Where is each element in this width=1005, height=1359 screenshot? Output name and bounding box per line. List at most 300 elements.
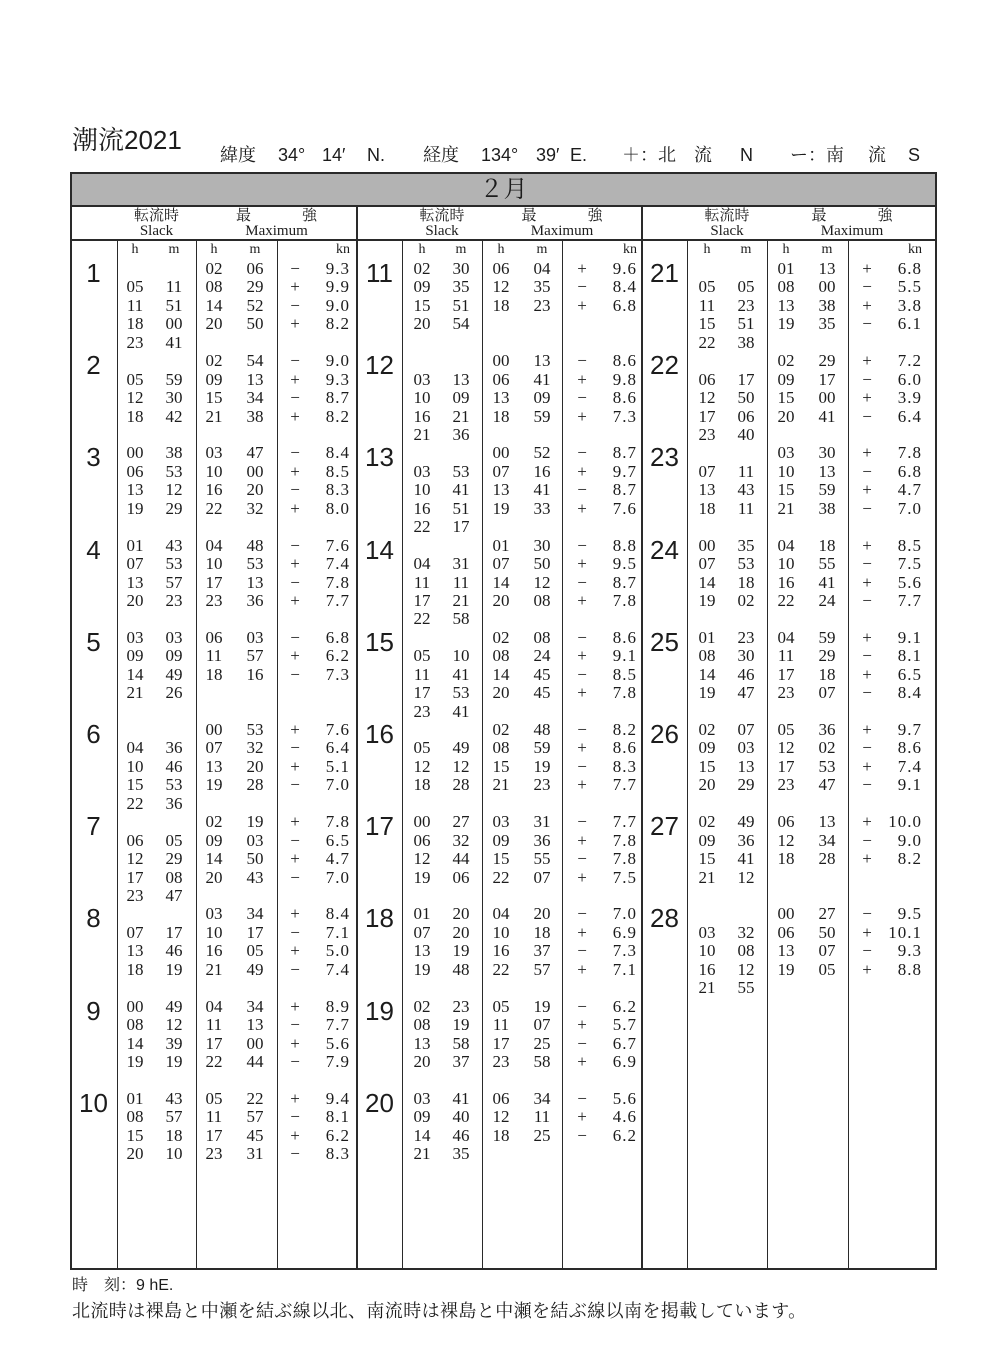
slack-minute: 29: [165, 849, 183, 869]
current-direction-sign: +: [862, 756, 872, 776]
slack-minute: 55: [737, 978, 755, 998]
max-speed-kn: 7.8: [612, 590, 637, 610]
slack-hour: 11: [413, 664, 431, 684]
max-hour: 06: [492, 1088, 510, 1108]
south-current-word: 流: [868, 145, 886, 165]
max-speed-kn: 8.1: [897, 646, 922, 666]
current-direction-sign: +: [862, 849, 872, 869]
slack-minute: 11: [452, 572, 470, 592]
slack-hour: 11: [698, 295, 716, 315]
slack-hour: 08: [698, 646, 716, 666]
max-speed-kn: 7.0: [325, 775, 350, 795]
max-speed-kn: 7.4: [325, 959, 350, 979]
max-speed-kn: 8.3: [325, 1144, 350, 1164]
current-direction-sign: −: [290, 775, 300, 795]
current-direction-sign: +: [577, 369, 587, 389]
slack-hour: 17: [698, 406, 716, 426]
max-speed-kn: 8.4: [897, 683, 922, 703]
slack-hour: 09: [413, 277, 431, 297]
day-number: 17: [365, 811, 394, 842]
slack-hour: 16: [413, 406, 431, 426]
slack-minute: 12: [165, 1015, 183, 1035]
slack-hour: 21: [413, 425, 431, 444]
max-minute: 31: [246, 1144, 264, 1164]
max-speed-kn: 7.4: [325, 554, 350, 574]
max-speed-kn: 4.7: [897, 480, 922, 500]
max-speed-kn: 7.3: [612, 941, 637, 961]
current-direction-sign: −: [577, 1033, 587, 1053]
slack-hour: 23: [413, 701, 431, 721]
max-minute: 48: [246, 535, 264, 555]
day-number: 3: [86, 442, 101, 473]
day-number: 22: [650, 350, 679, 381]
current-direction-sign: −: [290, 572, 300, 592]
slack-minute: 41: [452, 701, 470, 721]
slack-minute: 53: [165, 461, 183, 481]
max-hour: 18: [777, 849, 795, 869]
slack-minute: 36: [165, 793, 183, 813]
max-minute: 58: [533, 1051, 551, 1071]
current-direction-sign: +: [862, 388, 872, 408]
current-direction-sign: −: [290, 867, 300, 887]
slack-minute: 11: [737, 461, 755, 481]
max-minute: 38: [246, 406, 264, 426]
current-direction-sign: −: [577, 941, 587, 961]
page-title: 潮流2021: [72, 125, 182, 155]
max-speed-kn: 6.8: [325, 627, 350, 647]
slack-minute: 43: [165, 535, 183, 555]
max-speed-kn: 8.2: [612, 720, 637, 739]
unit-kn: kn: [336, 242, 350, 257]
maximum-header-ja: 最 強: [235, 207, 335, 224]
current-direction-sign: +: [290, 904, 300, 924]
current-direction-sign: +: [577, 259, 587, 278]
slack-minute: 39: [165, 1033, 183, 1053]
max-speed-kn: 6.9: [612, 1051, 637, 1071]
current-direction-sign: −: [290, 1015, 300, 1035]
slack-minute: 08: [737, 941, 755, 961]
max-minute: 19: [533, 756, 551, 776]
slack-hour: 05: [126, 277, 144, 297]
max-minute: 22: [246, 1088, 264, 1108]
slack-hour: 08: [413, 1015, 431, 1035]
slack-hour: 13: [126, 480, 144, 500]
slack-minute: 53: [165, 554, 183, 574]
max-minute: 53: [246, 554, 264, 574]
max-minute: 24: [533, 646, 551, 666]
max-minute: 00: [818, 388, 836, 408]
max-speed-kn: 7.9: [325, 1051, 350, 1071]
max-hour: 08: [492, 738, 510, 758]
max-hour: 06: [492, 259, 510, 278]
max-speed-kn: 9.9: [325, 277, 350, 297]
current-direction-sign: +: [577, 498, 587, 518]
max-speed-kn: 7.7: [612, 775, 637, 795]
max-speed-kn: 6.0: [897, 369, 922, 389]
current-direction-sign: −: [862, 554, 872, 574]
max-minute: 20: [533, 904, 551, 924]
current-direction-sign: +: [577, 554, 587, 574]
current-direction-sign: +: [577, 867, 587, 887]
slack-minute: 36: [452, 425, 470, 444]
max-minute: 23: [533, 295, 551, 315]
max-hour: 17: [205, 572, 223, 592]
max-minute: 45: [533, 683, 551, 703]
max-hour: 17: [205, 1125, 223, 1145]
slack-minute: 57: [165, 1107, 183, 1127]
max-speed-kn: 8.0: [325, 498, 350, 518]
slack-hour: 00: [126, 996, 144, 1016]
current-direction-sign: −: [290, 1144, 300, 1164]
slack-minute: 50: [737, 388, 755, 408]
slack-hour: 14: [413, 1125, 431, 1145]
max-hour: 06: [492, 369, 510, 389]
max-speed-kn: 7.6: [612, 498, 637, 518]
max-speed-kn: 8.8: [897, 959, 922, 979]
unit-minute: m: [536, 242, 548, 257]
current-direction-sign: −: [577, 1125, 587, 1145]
day-number: 5: [86, 626, 101, 657]
max-speed-kn: 5.5: [897, 277, 922, 297]
max-minute: 53: [818, 756, 836, 776]
slack-minute: 44: [452, 849, 470, 869]
max-hour: 12: [777, 738, 795, 758]
max-minute: 41: [533, 480, 551, 500]
current-direction-sign: +: [290, 461, 300, 481]
max-speed-kn: 6.7: [612, 1033, 637, 1053]
slack-minute: 07: [737, 720, 755, 739]
slack-minute: 41: [737, 849, 755, 869]
current-direction-sign: +: [862, 351, 872, 371]
slack-minute: 23: [737, 295, 755, 315]
slack-minute: 51: [737, 314, 755, 334]
max-speed-kn: 9.3: [325, 369, 350, 389]
max-speed-kn: 4.7: [325, 849, 350, 869]
max-minute: 08: [533, 590, 551, 610]
max-minute: 38: [818, 498, 836, 518]
max-hour: 20: [777, 406, 795, 426]
max-speed-kn: 8.7: [612, 443, 637, 463]
slack-hour: 20: [126, 590, 144, 610]
slack-hour: 18: [126, 314, 144, 334]
max-speed-kn: 4.6: [612, 1107, 637, 1127]
latitude-direction: N.: [367, 145, 385, 165]
max-speed-kn: 7.8: [612, 830, 637, 850]
day-number: 13: [365, 442, 394, 473]
day-number: 14: [365, 534, 394, 565]
max-speed-kn: 7.5: [612, 867, 637, 887]
max-minute: 29: [818, 351, 836, 371]
max-speed-kn: 6.2: [612, 1125, 637, 1145]
current-direction-sign: −: [862, 369, 872, 389]
slack-minute: 40: [737, 425, 755, 444]
slack-hour: 18: [413, 775, 431, 795]
max-hour: 13: [205, 756, 223, 776]
slack-minute: 41: [452, 480, 470, 500]
current-direction-sign: −: [862, 406, 872, 426]
slack-hour: 18: [698, 498, 716, 518]
slack-minute: 23: [452, 996, 470, 1016]
max-hour: 09: [492, 830, 510, 850]
max-hour: 21: [205, 406, 223, 426]
max-minute: 13: [246, 369, 264, 389]
unit-kn: kn: [908, 242, 922, 257]
max-hour: 18: [205, 664, 223, 684]
max-minute: 13: [246, 1015, 264, 1035]
slack-hour: 06: [698, 369, 716, 389]
max-hour: 21: [492, 775, 510, 795]
day-number: 11: [366, 258, 393, 288]
current-direction-sign: +: [577, 590, 587, 610]
slack-hour: 09: [126, 646, 144, 666]
slack-minute: 41: [452, 664, 470, 684]
slack-hour: 16: [413, 498, 431, 518]
max-speed-kn: 8.6: [897, 738, 922, 758]
max-minute: 24: [818, 590, 836, 610]
max-minute: 36: [818, 720, 836, 739]
max-minute: 34: [246, 904, 264, 924]
current-direction-sign: +: [290, 369, 300, 389]
slack-minute: 21: [452, 590, 470, 610]
day-number: 18: [365, 903, 394, 934]
max-minute: 55: [533, 849, 551, 869]
max-hour: 14: [205, 295, 223, 315]
current-direction-sign: −: [577, 904, 587, 924]
day-number: 8: [86, 903, 101, 934]
max-hour: 10: [205, 922, 223, 942]
slack-hour: 21: [698, 867, 716, 887]
max-minute: 41: [818, 406, 836, 426]
day-number: 25: [650, 626, 679, 657]
slack-minute: 49: [165, 996, 183, 1016]
max-hour: 04: [205, 535, 223, 555]
current-direction-sign: −: [862, 277, 872, 297]
max-speed-kn: 9.5: [897, 904, 922, 924]
day-number: 20: [365, 1087, 394, 1118]
slack-hour: 10: [126, 756, 144, 776]
current-direction-sign: −: [577, 277, 587, 297]
slack-hour: 02: [698, 720, 716, 739]
max-minute: 13: [246, 572, 264, 592]
current-direction-sign: −: [290, 627, 300, 647]
max-speed-kn: 6.4: [897, 406, 922, 426]
slack-hour: 02: [413, 259, 431, 278]
max-hour: 03: [492, 812, 510, 832]
max-hour: 00: [205, 720, 223, 739]
max-hour: 11: [205, 646, 223, 666]
slack-hour: 23: [126, 332, 144, 352]
current-direction-sign: −: [290, 922, 300, 942]
slack-hour: 15: [698, 756, 716, 776]
max-hour: 02: [205, 351, 223, 371]
max-speed-kn: 8.7: [612, 480, 637, 500]
slack-hour: 12: [413, 849, 431, 869]
max-minute: 06: [246, 259, 264, 278]
max-hour: 20: [492, 590, 510, 610]
max-minute: 35: [818, 314, 836, 334]
max-hour: 23: [205, 590, 223, 610]
slack-hour: 12: [126, 849, 144, 869]
slack-hour: 15: [698, 849, 716, 869]
max-minute: 29: [818, 646, 836, 666]
slack-hour: 05: [413, 738, 431, 758]
max-hour: 23: [777, 775, 795, 795]
maximum-header-en: Maximum: [530, 223, 594, 239]
slack-hour: 01: [126, 535, 144, 555]
slack-minute: 53: [165, 775, 183, 795]
current-direction-sign: −: [577, 1088, 587, 1108]
slack-hour: 11: [413, 572, 431, 592]
slack-minute: 30: [737, 646, 755, 666]
slack-minute: 09: [165, 646, 183, 666]
slack-minute: 31: [452, 554, 470, 574]
slack-hour: 03: [413, 461, 431, 481]
max-speed-kn: 6.5: [325, 830, 350, 850]
max-hour: 00: [492, 443, 510, 463]
max-minute: 25: [533, 1033, 551, 1053]
max-minute: 00: [246, 1033, 264, 1053]
slack-minute: 30: [165, 388, 183, 408]
max-minute: 23: [533, 775, 551, 795]
slack-hour: 19: [698, 590, 716, 610]
max-minute: 50: [533, 554, 551, 574]
slack-minute: 38: [737, 332, 755, 352]
slack-minute: 19: [165, 959, 183, 979]
max-minute: 05: [246, 941, 264, 961]
slack-minute: 12: [165, 480, 183, 500]
max-speed-kn: 9.0: [897, 830, 922, 850]
slack-minute: 18: [737, 572, 755, 592]
max-hour: 04: [777, 627, 795, 647]
slack-minute: 59: [165, 369, 183, 389]
max-speed-kn: 10.0: [888, 812, 922, 832]
current-direction-sign: −: [577, 572, 587, 592]
current-direction-sign: +: [862, 664, 872, 684]
slack-minute: 12: [737, 867, 755, 887]
slack-hour: 04: [126, 738, 144, 758]
max-minute: 59: [818, 480, 836, 500]
slack-minute: 54: [452, 314, 470, 334]
slack-hour: 09: [698, 738, 716, 758]
max-hour: 03: [205, 443, 223, 463]
slack-hour: 20: [413, 1051, 431, 1071]
current-direction-sign: +: [577, 830, 587, 850]
slack-hour: 14: [126, 1033, 144, 1053]
latitude-minutes: 14′: [322, 145, 346, 165]
slack-hour: 05: [126, 369, 144, 389]
slack-hour: 08: [126, 1107, 144, 1127]
max-speed-kn: 8.5: [612, 664, 637, 684]
max-speed-kn: 7.8: [325, 572, 350, 592]
max-minute: 12: [533, 572, 551, 592]
max-speed-kn: 6.9: [612, 922, 637, 942]
max-hour: 18: [492, 406, 510, 426]
slack-hour: 16: [698, 959, 716, 979]
max-minute: 50: [246, 849, 264, 869]
current-direction-sign: +: [862, 480, 872, 500]
max-speed-kn: 7.8: [612, 683, 637, 703]
max-speed-kn: 8.4: [325, 443, 350, 463]
slack-hour: 22: [413, 609, 431, 629]
slack-minute: 08: [165, 867, 183, 887]
current-direction-sign: −: [862, 590, 872, 610]
max-hour: 01: [492, 535, 510, 555]
slack-header-en: Slack: [710, 223, 744, 239]
max-speed-kn: 8.3: [325, 480, 350, 500]
max-minute: 50: [818, 922, 836, 942]
max-hour: 23: [777, 683, 795, 703]
max-hour: 10: [205, 554, 223, 574]
slack-hour: 21: [126, 683, 144, 703]
slack-header-ja: 転流時: [133, 207, 179, 224]
max-hour: 05: [777, 720, 795, 739]
max-speed-kn: 7.0: [325, 867, 350, 887]
slack-minute: 46: [452, 1125, 470, 1145]
day-number: 15: [365, 626, 394, 657]
slack-minute: 51: [452, 498, 470, 518]
slack-minute: 12: [452, 756, 470, 776]
slack-minute: 51: [452, 295, 470, 315]
max-speed-kn: 6.2: [325, 1125, 350, 1145]
day-number: 4: [86, 534, 101, 565]
slack-hour: 17: [413, 590, 431, 610]
max-hour: 22: [492, 959, 510, 979]
current-direction-sign: −: [290, 664, 300, 684]
max-minute: 36: [533, 830, 551, 850]
max-speed-kn: 6.8: [897, 461, 922, 481]
max-hour: 05: [205, 1088, 223, 1108]
current-direction-sign: −: [577, 388, 587, 408]
max-minute: 07: [533, 867, 551, 887]
max-hour: 18: [492, 1125, 510, 1145]
max-hour: 20: [205, 867, 223, 887]
current-direction-sign: +: [290, 554, 300, 574]
slack-minute: 35: [452, 1144, 470, 1164]
slack-hour: 23: [126, 886, 144, 905]
max-hour: 02: [205, 812, 223, 832]
slack-hour: 22: [413, 517, 431, 537]
max-hour: 11: [205, 1015, 223, 1035]
slack-minute: 29: [165, 498, 183, 518]
max-minute: 57: [533, 959, 551, 979]
unit-hour: h: [210, 242, 218, 257]
slack-minute: 38: [165, 443, 183, 463]
max-minute: 25: [533, 1125, 551, 1145]
slack-minute: 46: [165, 941, 183, 961]
max-speed-kn: 7.0: [612, 904, 637, 924]
slack-hour: 03: [413, 1088, 431, 1108]
day-number: 24: [650, 534, 679, 565]
current-direction-sign: +: [290, 498, 300, 518]
current-direction-sign: −: [290, 480, 300, 500]
max-speed-kn: 5.1: [325, 756, 350, 776]
max-minute: 13: [818, 812, 836, 832]
max-minute: 35: [533, 277, 551, 297]
month-header: ２月: [70, 172, 937, 207]
current-direction-sign: −: [862, 775, 872, 795]
max-hour: 11: [205, 1107, 223, 1127]
slack-hour: 20: [413, 314, 431, 334]
slack-minute: 40: [452, 1107, 470, 1127]
slack-minute: 32: [452, 830, 470, 850]
max-speed-kn: 8.6: [612, 627, 637, 647]
max-minute: 53: [246, 720, 264, 739]
slack-minute: 53: [452, 683, 470, 703]
max-hour: 13: [492, 480, 510, 500]
slack-minute: 02: [737, 590, 755, 610]
max-speed-kn: 5.6: [325, 1033, 350, 1053]
day-number: 23: [650, 442, 679, 473]
